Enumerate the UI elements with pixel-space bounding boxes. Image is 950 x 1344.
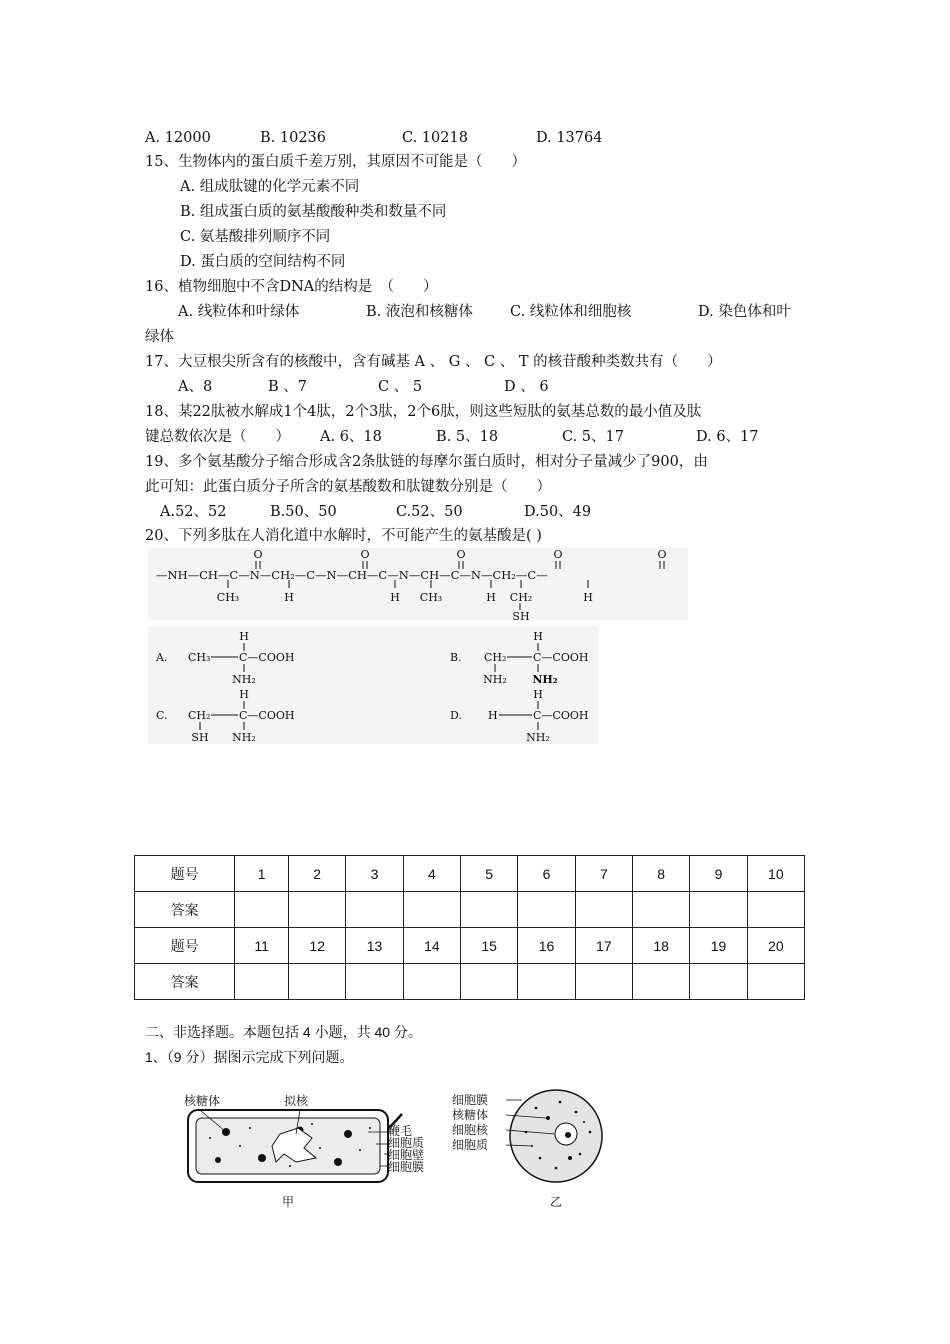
aa-option-b-left: CH₂: [484, 651, 507, 664]
chain-ch3-1: CH₃: [216, 591, 240, 604]
answer-cell[interactable]: [690, 964, 747, 1000]
q14-option-a: A. 12000: [145, 130, 211, 146]
question-number: 15: [461, 928, 518, 964]
aa-option-c-sh: SH: [191, 731, 209, 744]
jia-cytoplasm-label: 细胞质: [388, 1136, 425, 1150]
aa-option-a-letter: A.: [156, 651, 168, 664]
aa-option-d-nh2: NH₂: [526, 731, 550, 744]
question-number: 3: [346, 856, 403, 892]
aa-option-c-h: H: [239, 688, 249, 701]
aa-option-b-nh2-right: NH₂: [532, 673, 558, 686]
answer-cell[interactable]: [575, 892, 632, 928]
section2-title: 二、非选择题。本题包括 4 小题，共 40 分。: [145, 1024, 422, 1040]
aa-option-c-right: C—COOH: [239, 709, 295, 722]
answer-cell[interactable]: [461, 892, 518, 928]
chain-ch3-2: CH₃: [419, 591, 443, 604]
answer-cell[interactable]: [633, 892, 690, 928]
answer-cell[interactable]: [289, 892, 346, 928]
question-number: 8: [633, 856, 690, 892]
jia-caption: 甲: [281, 1195, 295, 1209]
question-number: 13: [346, 928, 403, 964]
cell-figures: [180, 1088, 610, 1216]
aa-option-b-right: C—COOH: [533, 651, 589, 664]
answer-cell[interactable]: [235, 964, 289, 1000]
chain-h-4: H: [583, 591, 593, 604]
q16-continuation: 绿体: [145, 329, 174, 345]
q15-option-b: B. 组成蛋白质的氨基酸酸种类和数量不同: [180, 204, 447, 220]
q17-option-a: A、8: [178, 379, 213, 395]
q14-option-c: C. 10218: [402, 130, 468, 146]
aa-option-c-letter: C.: [156, 709, 168, 722]
q15-option-c: C. 氨基酸排列顺序不同: [180, 229, 331, 245]
row-label-answer: 答案: [135, 964, 235, 1000]
q17-option-b: B 、7: [268, 379, 307, 395]
aa-option-c-nh2: NH₂: [232, 731, 256, 744]
section2-q1: 1、（9 分）据图示完成下列问题。: [145, 1049, 354, 1065]
table-row: [135, 928, 805, 964]
q17-stem: 17、大豆根尖所含有的核酸中，含有碱基 A 、 G 、 C 、 T 的核苷酸种类数共有（ ）: [145, 354, 722, 370]
answer-cell[interactable]: [346, 964, 403, 1000]
question-number: 2: [289, 856, 346, 892]
question-number: 5: [461, 856, 518, 892]
q20-stem: 20、下列多肽在人消化道中水解时，不可能产生的氨基酸是( ): [145, 528, 542, 544]
aa-option-b-letter: B.: [450, 651, 462, 664]
q15-stem: 15、生物体内的蛋白质千差万别，其原因不可能是（ ）: [145, 154, 526, 170]
row-label-number: 题号: [135, 856, 235, 892]
question-number: 16: [518, 928, 575, 964]
aa-option-b-h: H: [533, 630, 543, 643]
aa-option-c-left: CH₂: [188, 709, 211, 722]
chain-o-4: O: [553, 548, 563, 561]
chain-o-5: O: [657, 548, 667, 561]
q19-continuation: 此可知：此蛋白质分子所含的氨基酸数和肽键数分别是（ ）: [145, 479, 551, 495]
question-number: 11: [235, 928, 289, 964]
q16-stem: 16、植物细胞中不含DNA的结构是 （ ）: [145, 279, 438, 295]
q18-continuation: 键总数依次是（ ）: [145, 429, 290, 445]
answer-cell[interactable]: [518, 964, 575, 1000]
question-number: 18: [633, 928, 690, 964]
answer-cell[interactable]: [461, 964, 518, 1000]
aa-option-a-h: H: [239, 630, 249, 643]
q19-stem: 19、多个氨基酸分子缩合形成含2条肽链的每摩尔蛋白质时，相对分子量减少了900，由: [145, 454, 708, 470]
jia-wall-label: 细胞壁: [388, 1148, 425, 1162]
answer-cell[interactable]: [518, 892, 575, 928]
table-row: [135, 892, 805, 928]
question-number: 7: [575, 856, 632, 892]
answer-cell[interactable]: [747, 892, 804, 928]
aa-option-b-nh2-left: NH₂: [483, 673, 507, 686]
table-row: [135, 856, 805, 892]
chain-o-3: O: [456, 548, 466, 561]
q18-option-a: A. 6、18: [320, 429, 382, 445]
question-number: 19: [690, 928, 747, 964]
chain-backbone: —NH—CH—C—N—CH₂—C—N—CH—C—N—CH—C—N—CH₂—C—: [156, 568, 548, 582]
aa-option-a-left: CH₃: [188, 651, 211, 664]
answer-cell[interactable]: [289, 964, 346, 1000]
chain-o-2: O: [360, 548, 370, 561]
jia-nucleoid-label: 拟核: [284, 1094, 309, 1108]
yi-ribosome-label: 核糖体: [452, 1108, 489, 1122]
answer-cell[interactable]: [747, 964, 804, 1000]
q16-option-b: B. 液泡和核糖体: [366, 304, 473, 320]
chain-h-2: H: [390, 591, 400, 604]
yi-membrane-label: 细胞膜: [452, 1093, 489, 1107]
chain-ch2: CH₂: [509, 591, 533, 604]
row-label-number: 题号: [135, 928, 235, 964]
question-number: 10: [747, 856, 804, 892]
row-label-answer: 答案: [135, 892, 235, 928]
chain-o-1: O: [253, 548, 263, 561]
aa-option-d-letter: D.: [450, 709, 462, 722]
q19-option-b: B.50、50: [270, 504, 337, 520]
question-number: 20: [747, 928, 804, 964]
q14-option-b: B. 10236: [260, 130, 327, 146]
question-number: 9: [690, 856, 747, 892]
answer-cell[interactable]: [575, 964, 632, 1000]
polypeptide-diagram: [148, 548, 688, 746]
q18-option-d: D. 6、17: [696, 429, 759, 445]
q16-option-c: C. 线粒体和细胞核: [510, 304, 632, 320]
chain-h-1: H: [284, 591, 294, 604]
answer-cell[interactable]: [633, 964, 690, 1000]
aa-option-a-right: C—COOH: [239, 651, 295, 664]
q16-option-a: A. 线粒体和叶绿体: [178, 304, 300, 320]
yi-nucleus-label: 细胞核: [452, 1123, 489, 1137]
jia-ribosome-label: 核糖体: [184, 1094, 221, 1108]
q19-option-a: A.52、52: [160, 504, 227, 520]
yi-caption: 乙: [549, 1195, 563, 1209]
question-number: 1: [235, 856, 289, 892]
answer-cell[interactable]: [235, 892, 289, 928]
answer-cell[interactable]: [690, 892, 747, 928]
question-number: 12: [289, 928, 346, 964]
jia-membrane-label: 细胞膜: [388, 1160, 425, 1174]
answer-table: [134, 855, 805, 1000]
q14-option-d: D. 13764: [536, 130, 603, 146]
q17-option-d: D 、 6: [504, 379, 549, 395]
q18-stem: 18、某22肽被水解成1个4肽，2个3肽，2个6肽，则这些短肽的氨基总数的最小值及肽: [145, 404, 702, 420]
jia-flagellum-label: 鞭毛: [388, 1124, 413, 1138]
q19-option-c: C.52、50: [396, 504, 463, 520]
q16-option-d: D. 染色体和叶: [698, 304, 791, 320]
q15-option-a: A. 组成肽键的化学元素不同: [180, 179, 360, 195]
aa-option-d-right: C—COOH: [533, 709, 589, 722]
q18-option-b: B. 5、18: [436, 429, 499, 445]
chain-h-3: H: [486, 591, 496, 604]
question-number: 6: [518, 856, 575, 892]
aa-option-d-h: H: [533, 688, 543, 701]
aa-option-d-left: H: [488, 709, 498, 722]
question-number: 14: [403, 928, 460, 964]
chain-sh: SH: [512, 610, 530, 623]
yi-cytoplasm-label: 细胞质: [452, 1138, 489, 1152]
q19-option-d: D.50、49: [524, 504, 592, 520]
q18-option-c: C. 5、17: [562, 429, 624, 445]
answer-cell[interactable]: [403, 964, 460, 1000]
question-number: 17: [575, 928, 632, 964]
aa-option-a-nh2: NH₂: [232, 673, 256, 686]
answer-cell[interactable]: [403, 892, 460, 928]
answer-cell[interactable]: [346, 892, 403, 928]
q15-option-d: D. 蛋白质的空间结构不同: [180, 254, 346, 270]
q17-option-c: C 、 5: [378, 379, 423, 395]
question-number: 4: [403, 856, 460, 892]
table-row: [135, 964, 805, 1000]
